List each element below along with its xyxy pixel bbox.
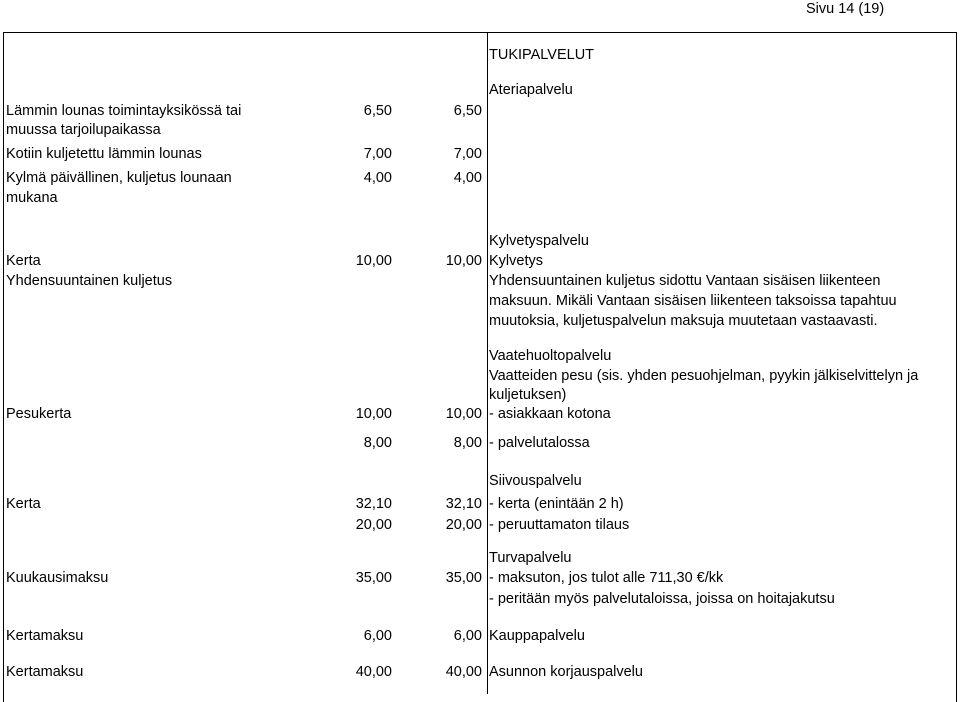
price-1: 10,00 [355, 406, 392, 422]
row-label: Kerta [6, 496, 41, 512]
price-2: 6,50 [453, 103, 482, 119]
price-2: 40,00 [445, 664, 482, 680]
price-1: 7,00 [363, 146, 392, 162]
price-1: 4,00 [363, 170, 392, 186]
column-divider [487, 32, 488, 694]
price-2: 8,00 [453, 435, 482, 451]
price-1: 6,50 [363, 103, 392, 119]
price-1: 6,00 [363, 628, 392, 644]
row-label: Lämmin lounas toimintayksikössä tai [6, 103, 242, 119]
section-header-turvapalvelu: Turvapalvelu [489, 550, 572, 566]
price-1: 8,00 [363, 435, 392, 451]
row-description: - palvelutalossa [489, 435, 590, 451]
price-2: 6,00 [453, 628, 482, 644]
row-label: muussa tarjoilupaikassa [6, 122, 161, 138]
price-1: 35,00 [355, 570, 392, 586]
price-1: 20,00 [355, 517, 392, 533]
price-2: 35,00 [445, 570, 482, 586]
row-label: mukana [6, 190, 58, 206]
row-label: Pesukerta [6, 406, 72, 422]
note-line: kuljetuksen) [489, 387, 567, 403]
note-line: muutoksia, kuljetuspalvelun maksuja muutetaan vastaavasti. [489, 313, 878, 329]
row-label: Yhdensuuntainen kuljetus [6, 273, 173, 289]
row-label: Kuukausimaksu [6, 570, 109, 586]
row-description: Kauppapalvelu [489, 628, 585, 644]
price-2: 10,00 [445, 406, 482, 422]
section-header-kylvetyspalvelu: Kylvetyspalvelu [489, 233, 589, 249]
price-2: 20,00 [445, 517, 482, 533]
price-1: 32,10 [355, 496, 392, 512]
section-header-siivouspalvelu: Siivouspalvelu [489, 473, 582, 489]
price-2: 7,00 [453, 146, 482, 162]
row-label: Kylmä päivällinen, kuljetus lounaan [6, 170, 232, 186]
row-description: - maksuton, jos tulot alle 711,30 €/kk [489, 570, 724, 586]
price-1: 40,00 [355, 664, 392, 680]
note-line: maksuun. Mikäli Vantaan sisäisen liikenteen taksoissa tapahtuu [489, 293, 897, 309]
row-description: - peritään myös palvelutaloissa, joissa on hoitajakutsu [489, 591, 835, 607]
row-label: Kerta [6, 253, 41, 269]
row-description: Asunnon korjauspalvelu [489, 664, 643, 680]
price-1: 10,00 [355, 253, 392, 269]
row-description: Kylvetys [489, 253, 543, 269]
note-line: Vaatteiden pesu (sis. yhden pesuohjelman, pyykin jälkiselvittelyn ja [489, 368, 919, 384]
note-line: Yhdensuuntainen kuljetus sidottu Vantaan sisäisen liikenteen [489, 273, 881, 289]
price-2: 10,00 [445, 253, 482, 269]
row-label: Kotiin kuljetettu lämmin lounas [6, 146, 202, 162]
row-description: - peruuttamaton tilaus [489, 517, 630, 533]
row-label: Kertamaksu [6, 628, 84, 644]
row-label: Kertamaksu [6, 664, 84, 680]
section-title: TUKIPALVELUT [489, 47, 595, 63]
row-description: - asiakkaan kotona [489, 406, 611, 422]
row-description: - kerta (enintään 2 h) [489, 496, 624, 512]
price-2: 4,00 [453, 170, 482, 186]
price-2: 32,10 [445, 496, 482, 512]
section-header-ateriapalvelu: Ateriapalvelu [489, 82, 573, 98]
page-number: Sivu 14 (19) [806, 1, 885, 17]
section-header-vaatehuoltopalvelu: Vaatehuoltopalvelu [489, 348, 612, 364]
